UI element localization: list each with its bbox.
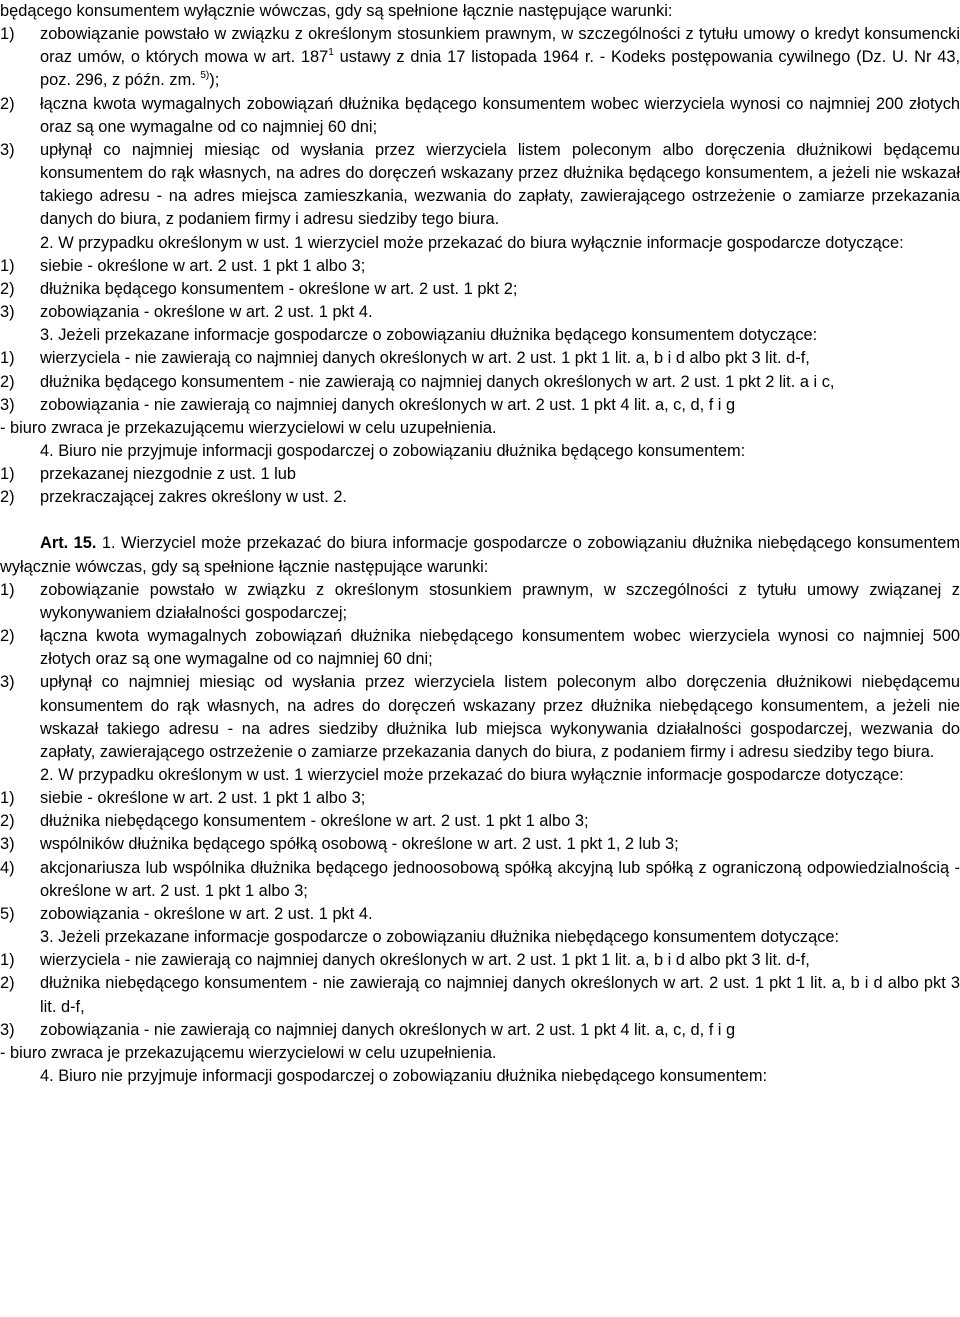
item-text: zobowiązanie powstało w związku z określonym stosunkiem prawnym, w szczególności z tytułu umowy o kredyt konsumencki oraz umów, o których mowa w art. 187	[40, 25, 960, 67]
list-item	[0, 301, 960, 324]
list-item	[0, 857, 960, 903]
list-item	[0, 371, 960, 394]
art14-s1-list	[0, 23, 960, 231]
section-text: Jeżeli przekazane informacje gospodarcze o zobowiązaniu dłużnika niebędącego konsumentem dotyczące:	[58, 928, 840, 947]
item-text: przekazanej niezgodnie z ust. 1 lub	[40, 465, 297, 484]
section-text: Biuro nie przyjmuje informacji gospodarczej o zobowiązaniu dłużnika niebędącego konsumentem:	[58, 1067, 768, 1086]
list-item	[0, 347, 960, 370]
list-item	[0, 787, 960, 810]
list-item	[0, 463, 960, 486]
item-text: ustawy z dnia 17 listopada 1964 r. - Kodeks postępowania cywilnego (Dz. U. Nr 43, poz. 296, z późn. zm.	[40, 48, 960, 90]
item-number: 1)	[0, 580, 15, 599]
continuation-line: będącego konsumentem wyłącznie wówczas, gdy są spełnione łącznie następujące warunki:	[0, 2, 673, 20]
list-item	[0, 949, 960, 972]
art14-s3-list	[0, 347, 960, 416]
art14-s2-list	[0, 255, 960, 324]
article-paragraph	[0, 532, 960, 578]
footnote-ref: 1	[328, 47, 334, 59]
item-number: 3)	[0, 140, 15, 159]
section-number: 4.	[40, 1067, 54, 1086]
item-text: łączna kwota wymagalnych zobowiązań dłużnika niebędącego konsumentem wobec wierzyciela wynosi co najmniej 500 złotych oraz są one wymagalne od co najmniej 60 dni;	[40, 627, 960, 669]
section-paragraph	[0, 1065, 960, 1088]
section-number: 1.	[101, 534, 116, 553]
item-text: dłużnika niebędącego konsumentem - określone w art. 2 ust. 1 pkt 1 albo 3;	[40, 812, 589, 831]
item-text: wspólników dłużnika będącego spółką osobową - określone w art. 2 ust. 1 pkt 1, 2 lub 3;	[40, 835, 679, 854]
art15-s1-list	[0, 579, 960, 764]
item-text: );	[209, 71, 220, 90]
item-text: upłynął co najmniej miesiąc od wysłania przez wierzyciela listem poleconym albo doręczenia dłużnikowi będącemu konsumentem do rąk własnych, na adres do doręczeń wskazany przez dłużnika będącego konsumentem, a jeżeli nie wskazał takiego adresu - na adres miejsca zamieszkania, wezwania do zapłaty, zawierającego ostrzeżenie o zamiarze przekazania danych do biura, z podaniem firmy i adresu siedziby tego biura.	[40, 140, 960, 229]
section-paragraph	[0, 232, 960, 255]
list-item	[0, 255, 960, 278]
item-text: zobowiązania - określone w art. 2 ust. 1 pkt 4.	[40, 904, 373, 923]
item-number: 1)	[0, 465, 15, 484]
section-number: 2.	[40, 766, 54, 784]
item-number: 3)	[0, 303, 15, 322]
list-item	[0, 394, 960, 417]
item-text: upłynął co najmniej miesiąc od wysłania przez wierzyciela listem poleconym albo doręczenia dłużnikowi niebędącemu konsumentem do rąk własnych, na adres do doręczeń wskazany przez dłużnika niebędącego konsumentem, a jeżeli nie wskazał takiego adresu - na adres siedziby dłużnika lub miejsca wykonywania działalności gospodarczej, wezwania do zapłaty, zawierającego ostrzeżenie o zamiarze przekazania danych do biura, z podaniem firmy i adresu siedziby tego biura.	[40, 673, 960, 761]
item-number: 2)	[0, 488, 15, 507]
item-text: wierzyciela - nie zawierają co najmniej danych określonych w art. 2 ust. 1 pkt 1 lit. a, b i d albo pkt 3 lit. d-f,	[40, 349, 810, 368]
item-number: 1)	[0, 256, 15, 275]
item-text: dłużnika będącego konsumentem - nie zawierają co najmniej danych określonych w art. 2 ust. 1 pkt 2 lit. a i c,	[40, 372, 835, 391]
list-item	[0, 139, 960, 232]
item-number: 3)	[0, 673, 15, 692]
section-number: 2.	[40, 233, 54, 252]
article-heading: Art. 15.	[40, 534, 97, 553]
section-text: W przypadku określonym w ust. 1 wierzyciel może przekazać do biura wyłącznie informacje gospodarcze dotyczące:	[58, 766, 904, 784]
item-number: 2)	[0, 627, 15, 646]
list-item	[0, 486, 960, 509]
item-number: 3)	[0, 1020, 15, 1039]
item-text: dłużnika będącego konsumentem - określone w art. 2 ust. 1 pkt 2;	[40, 279, 518, 298]
footnote-ref: 5)	[200, 70, 210, 82]
section-text: Wierzyciel może przekazać do biura informacje gospodarcze o zobowiązaniu dłużnika niebędącego konsumentem wyłącznie wówczas, gdy są spełnione łącznie następujące warunki:	[0, 534, 960, 576]
item-text: wierzyciela - nie zawierają co najmniej danych określonych w art. 2 ust. 1 pkt 1 lit. a, b i d albo pkt 3 lit. d-f,	[40, 951, 810, 970]
item-number: 3)	[0, 835, 15, 854]
item-text: zobowiązanie powstało w związku z określonym stosunkiem prawnym, w szczególności z tytułu umowy związanej z wykonywaniem działalności gospodarczej;	[40, 580, 960, 622]
item-number: 1)	[0, 951, 15, 970]
list-item	[0, 1019, 960, 1042]
item-number: 1)	[0, 789, 15, 808]
item-text: łączna kwota wymagalnych zobowiązań dłużnika będącego konsumentem wobec wierzyciela wynosi co najmniej 200 złotych oraz są one wymagalne od co najmniej 60 dni;	[40, 94, 960, 136]
section-tail: - biuro zwraca je przekazującemu wierzycielowi w celu uzupełnienia.	[0, 418, 497, 437]
item-text: akcjonariusza lub wspólnika dłużnika będącego jednoosobową spółką akcyjną lub spółką z ograniczoną odpowiedzialnością - określone w art. 2 ust. 1 pkt 1 albo 3;	[40, 858, 960, 900]
list-item	[0, 93, 960, 139]
art14-s4-list	[0, 463, 960, 509]
item-text: przekraczającej zakres określony w ust. 2.	[40, 488, 347, 507]
list-item	[0, 810, 960, 833]
item-text: zobowiązania - określone w art. 2 ust. 1 pkt 4.	[40, 303, 373, 322]
item-number: 2)	[0, 812, 15, 831]
item-text: siebie - określone w art. 2 ust. 1 pkt 1 albo 3;	[40, 789, 366, 808]
list-item	[0, 903, 960, 926]
item-number: 1)	[0, 349, 15, 368]
item-text: dłużnika niebędącego konsumentem - nie zawierają co najmniej danych określonych w art. 2 ust. 1 pkt 1 lit. a, b i d albo pkt 3 lit. d-f,	[40, 974, 960, 1016]
section-paragraph	[0, 926, 960, 949]
list-item	[0, 833, 960, 856]
section-tail: - biuro zwraca je przekazującemu wierzycielowi w celu uzupełnienia.	[0, 1043, 497, 1062]
item-text: zobowiązania - nie zawierają co najmniej danych określonych w art. 2 ust. 1 pkt 4 lit. a, c, d, f i g	[40, 395, 736, 414]
list-item	[0, 23, 960, 92]
list-item	[0, 625, 960, 671]
item-number: 1)	[0, 25, 15, 44]
art15-s2-list	[0, 787, 960, 926]
section-number: 3.	[40, 326, 54, 345]
item-number: 2)	[0, 372, 15, 391]
item-text: siebie - określone w art. 2 ust. 1 pkt 1 albo 3;	[40, 256, 366, 275]
item-number: 2)	[0, 279, 15, 298]
list-item	[0, 579, 960, 625]
list-item	[0, 278, 960, 301]
list-item	[0, 972, 960, 1018]
section-paragraph	[0, 764, 960, 787]
list-item	[0, 671, 960, 764]
item-number: 2)	[0, 94, 15, 113]
item-text: zobowiązania - nie zawierają co najmniej danych określonych w art. 2 ust. 1 pkt 4 lit. a, c, d, f i g	[40, 1020, 736, 1039]
section-number: 4.	[40, 441, 54, 460]
section-number: 3.	[40, 928, 54, 947]
section-text: Jeżeli przekazane informacje gospodarcze o zobowiązaniu dłużnika będącego konsumentem dotyczące:	[58, 326, 818, 345]
item-number: 4)	[0, 858, 15, 877]
art15-s3-list	[0, 949, 960, 1042]
item-number: 3)	[0, 395, 15, 414]
section-text: W przypadku określonym w ust. 1 wierzyciel może przekazać do biura wyłącznie informacje gospodarcze dotyczące:	[58, 233, 904, 252]
item-number: 2)	[0, 974, 15, 993]
spacer	[0, 509, 960, 532]
section-paragraph	[0, 440, 960, 463]
section-text: Biuro nie przyjmuje informacji gospodarczej o zobowiązaniu dłużnika będącego konsumentem:	[58, 441, 746, 460]
item-number: 5)	[0, 904, 15, 923]
section-paragraph	[0, 324, 960, 347]
